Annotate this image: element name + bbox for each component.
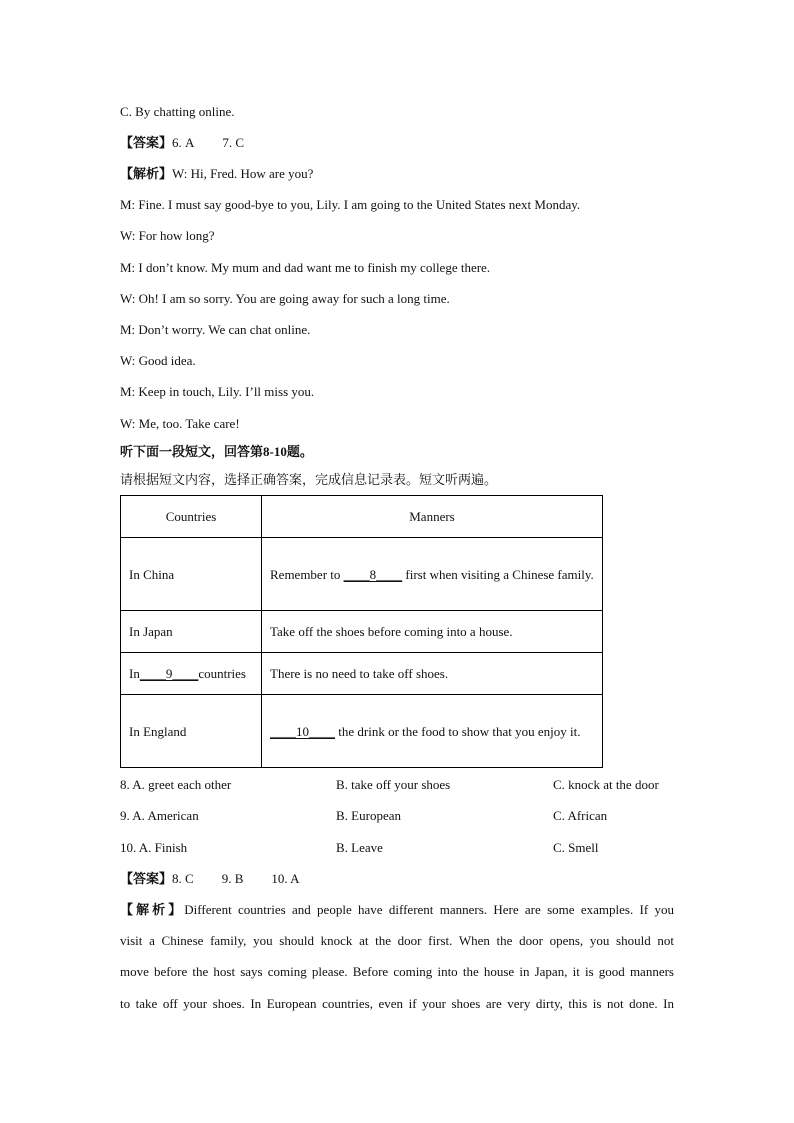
option-c: C. Smell <box>553 840 599 855</box>
blank-10: ____10____ <box>270 723 335 739</box>
manner-text: the drink or the food to show that you enjoy it. <box>335 723 581 739</box>
analysis-label: 【解析】 <box>120 902 185 917</box>
dialogue-line: W: Me, too. Take care! <box>120 416 240 431</box>
analysis-paragraph-line: visit a Chinese family, you should knock at the door first. When the door opens, you should not <box>120 933 674 948</box>
header-countries: Countries <box>121 496 262 538</box>
option-b: B. European <box>336 808 401 823</box>
dialogue-line: W: For how long? <box>120 228 215 243</box>
country-cell: In England <box>121 695 262 768</box>
section-heading: 听下面一段短文，回答第8-10题。 <box>120 444 313 459</box>
analysis-label: 【解析】 <box>120 166 173 181</box>
answer-9: 9. B <box>221 871 244 886</box>
blank-8: ____8____ <box>343 566 403 582</box>
table-header-row <box>121 496 603 538</box>
manner-cell <box>262 695 603 768</box>
dialogue-line: M: Keep in touch, Lily. I’ll miss you. <box>120 384 315 399</box>
country-cell: In China <box>121 538 262 611</box>
header-manners: Manners <box>262 496 603 538</box>
section-instruction: 请根据短文内容，选择正确答案，完成信息记录表。短文听两遍。 <box>120 472 498 487</box>
analysis-first-line <box>120 165 313 183</box>
manner-text: Remember to <box>270 566 344 582</box>
manners-table <box>120 495 603 768</box>
manner-cell <box>262 538 603 611</box>
option-c: C. knock at the door <box>553 777 659 792</box>
answer-8: 8. C <box>172 871 194 886</box>
answer-label: 【答案】 <box>120 135 173 150</box>
analysis-text: Different countries and people have different manners. Here are some examples. If you <box>184 902 674 917</box>
dialogue-line: M: I don’t know. My mum and dad want me to finish my college there. <box>120 260 491 275</box>
answer-line-8-10 <box>120 870 300 888</box>
analysis-paragraph-line <box>120 901 674 919</box>
table-row <box>121 695 603 768</box>
option-a: 8. A. greet each other <box>120 777 232 792</box>
dialogue-line: W: Hi, Fred. How are you? <box>172 166 314 181</box>
option-a: 9. A. American <box>120 808 199 823</box>
blank-9: ____9____ <box>139 666 199 681</box>
option-a: 10. A. Finish <box>120 840 188 855</box>
manner-cell: Take off the shoes before coming into a house. <box>262 611 603 653</box>
answer-6: 6. A <box>172 135 195 150</box>
option-b: B. take off your shoes <box>336 777 451 792</box>
previous-option-c: C. By chatting online. <box>120 104 235 119</box>
dialogue-line: M: Fine. I must say good-bye to you, Lily. I am going to the United States next Monday. <box>120 197 581 212</box>
analysis-paragraph-line: move before the host says coming please. Before coming into the house in Japan, it is good manners <box>120 964 674 979</box>
option-b: B. Leave <box>336 840 383 855</box>
country-cell <box>121 653 262 695</box>
dialogue-line: M: Don’t worry. We can chat online. <box>120 322 311 337</box>
option-c: C. African <box>553 808 608 823</box>
answer-line-6-7 <box>120 134 244 152</box>
country-text: In <box>129 666 140 681</box>
analysis-paragraph-line: to take off your shoes. In European countries, even if your shoes are very dirty, this is not done. In <box>120 996 674 1011</box>
answer-label: 【答案】 <box>120 871 173 886</box>
dialogue-line: W: Good idea. <box>120 353 196 368</box>
country-cell: In Japan <box>121 611 262 653</box>
answer-10: 10. A <box>271 871 300 886</box>
answer-7: 7. C <box>222 135 245 150</box>
table-row <box>121 653 603 695</box>
manner-cell: There is no need to take off shoes. <box>262 653 603 695</box>
table-row <box>121 611 603 653</box>
dialogue-line: W: Oh! I am so sorry. You are going away for such a long time. <box>120 291 450 306</box>
country-text: countries <box>198 666 246 681</box>
manner-text: first when visiting a Chinese family. <box>402 566 594 582</box>
table-row <box>121 538 603 611</box>
